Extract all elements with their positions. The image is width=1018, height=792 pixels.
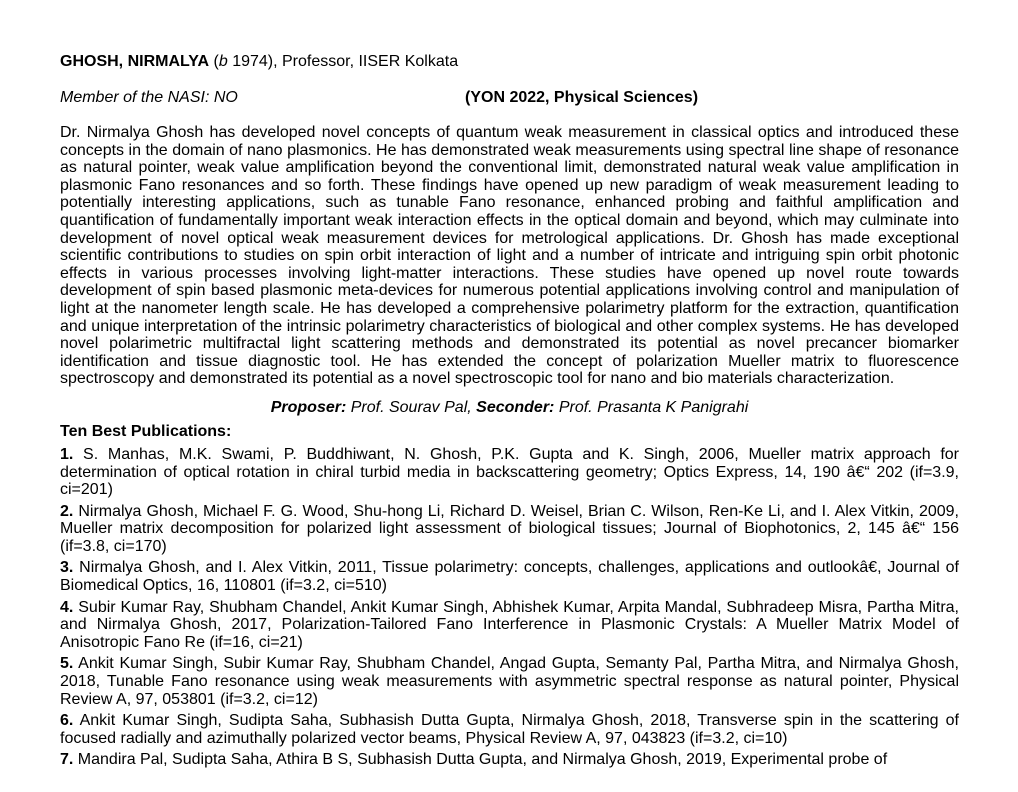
publication-text: Ankit Kumar Singh, Subir Kumar Ray, Shubham Chandel, Angad Gupta, Semanty Pal, Partha Mitra, and Nirmalya Ghosh, 2018, Tunable Fano resonance using weak measurements with asymmetric spectral response as natural pointer, Physical Review A, 97, 053801 (if=3.2, ci=12) [60,655,959,708]
member-row [60,88,959,108]
publication-number: 2. [60,502,74,520]
bio-paragraph: Dr. Nirmalya Ghosh has developed novel concepts of quantum weak measurement in classical optics and introduced these concepts in the domain of nano plasmonics. He has demonstrated weak measurements using spectral line shape of resonance as natural pointer, weak value amplification beyond the conventional limit, demonstrated natural weak value amplification in plasmonic Fano resonances and so forth. These findings have opened up new paradigm of weak measurement leading to potentially interesting applications, such as tunable Fano resonance, enhanced probing and faithful amplification and quantification of fundamentally important weak interaction effects in the optical domain and beyond, which may culminate into development of novel optical weak measurement devices for metrological applications. Dr. Ghosh has made exceptional scientific contributions to studies on spin orbit interaction of light and a number of intricate and intriguing spin orbit photonic effects in various processes involving light-matter interactions. These studies have opened up novel route towards development of spin based plasmonic meta-devices for numerous potential applications involving control and manipulation of light at the nanometer length scale. He has developed a comprehensive polarimetry platform for the extraction, quantification and unique interpretation of the intrinsic polarimetry characteristics of biological and other complex systems. He has developed novel polarimetric multifractal light scattering methods and demonstrated its potential as novel precancer biomarker identification and tissue diagnostic tool. He has extended the concept of polarization Mueller matrix to fluorescence spectroscopy and demonstrated its potential as a novel spectroscopic tool for nano and bio materials characterization. [60,124,959,388]
publication-item [60,655,959,708]
nominee-affiliation: 1974), Professor, IISER Kolkata [227,53,459,70]
member-status: Member of the NASI: NO [60,89,238,106]
publication-number: 6. [60,712,74,730]
publication-text: S. Manhas, M.K. Swami, P. Buddhiwant, N. Ghosh, P.K. Gupta and K. Singh, 2006, Mueller matrix approach for determination of optical rotation in chiral turbid media in backscattering geometry; Optics Express, 14, 190 â€“ 202 (if=3.9, ci=201) [60,445,959,499]
birth-b: b [218,53,228,70]
publication-item [60,446,959,499]
publication-text: Nirmalya Ghosh, and I. Alex Vitkin, 2011, Tissue polarimetry: concepts, challenges, applications and outlookâ€, Journal of Biomedical Optics, 16, 110801 (if=3.2, ci=510) [60,559,959,595]
seconder-label: Seconder: [476,398,555,416]
publication-item [60,751,959,769]
publication-number: 5. [60,655,74,673]
seconder-name: Prof. Prasanta K Panigrahi [554,398,749,416]
nominee-name: GHOSH, NIRMALYA [60,53,210,70]
publication-text: Mandira Pal, Sudipta Saha, Athira B S, Subhasish Dutta Gupta, and Nirmalya Ghosh, 2019, Experimental probe of [73,751,888,769]
publication-number: 7. [60,751,74,769]
publication-number: 1. [60,445,74,463]
publication-number: 3. [60,559,74,577]
proposer-name: Prof. Sourav Pal, [346,398,477,416]
publication-item [60,599,959,652]
yon-label: (YON 2022, Physical Sciences) [465,89,699,106]
birth-open: ( [209,53,219,70]
proposer-line [60,398,959,418]
nominee-header [60,52,959,72]
publication-text: Nirmalya Ghosh, Michael F. G. Wood, Shu-hong Li, Richard D. Weisel, Brian C. Wilson, Ren-Ke Li, and I. Alex Vitkin, 2009, Mueller matrix decomposition for polarized light assessment of biological tissues; Journal of Biophotonics, 2, 145 â€“ 156 (if=3.8, ci=170) [60,502,959,555]
proposer-label: Proposer: [270,398,347,416]
publication-text: Ankit Kumar Singh, Sudipta Saha, Subhasish Dutta Gupta, Nirmalya Ghosh, 2018, Transverse spin in the scattering of focused radially and azimuthally polarized vector beams, Physical Review A, 97, 043823 (if=3.2, ci=10) [60,712,959,747]
publication-item [60,712,959,747]
publication-text: Subir Kumar Ray, Shubham Chandel, Ankit Kumar Singh, Abhishek Kumar, Arpita Mandal, Subhradeep Misra, Partha Mitra, and Nirmalya Ghosh, 2017, Polarization-Tailored Fano Interference in Plasmonic Crystals: A Mueller Matrix Model of Anisotropic Fano Re (if=16, ci=21) [60,598,959,651]
document-page [60,52,959,769]
publication-number: 4. [60,598,74,616]
publication-item [60,559,959,594]
publication-item [60,503,959,556]
publications-heading: Ten Best Publications: [60,422,232,440]
